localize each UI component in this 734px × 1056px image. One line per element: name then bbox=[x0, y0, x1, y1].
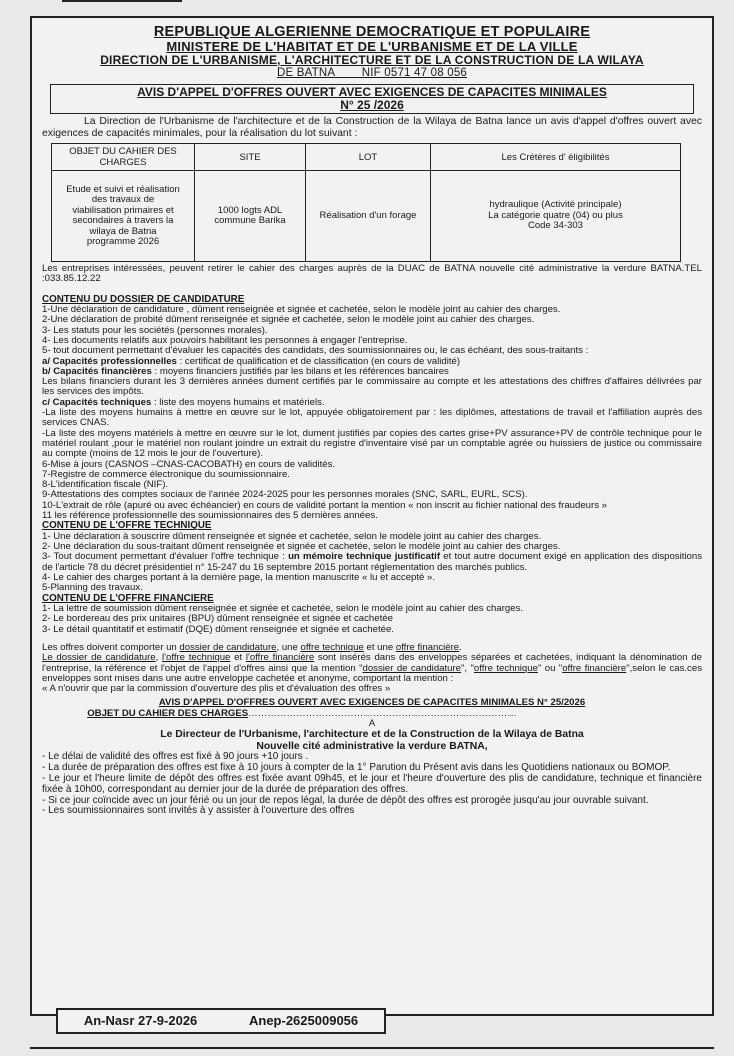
technique-title: CONTENU DE L'OFFRE TECHNIQUE bbox=[42, 520, 212, 532]
envelopes-text: , une bbox=[276, 642, 301, 653]
top-rule bbox=[62, 0, 182, 2]
envelopes-text: offre financière bbox=[562, 662, 627, 674]
notice-title: AVIS D'APPEL D'OFFRES OUVERT AVEC EXIGENCES DE CAPACITES MINIMALES bbox=[137, 85, 607, 99]
envelopes-text: Le dossier de candidature bbox=[42, 652, 156, 664]
notice-title-box bbox=[50, 84, 694, 114]
table-cell-site: 1000 logts ADL commune Barika bbox=[195, 171, 306, 262]
capacity-professional-label: a/ Capacités professionnelles bbox=[42, 355, 177, 367]
envelope-label-dots: ………………………………………………………………………… bbox=[248, 707, 517, 719]
technique-item-2: 2- Une déclaration du sous-traitant dûment renseignée et signée et cachetée, selon le modèle joint au cahier des charges. bbox=[42, 541, 561, 553]
envelopes-paragraph-3: « A n'ouvrir que par la commission d'ouverture des plis et d'évaluation des offres » bbox=[42, 683, 391, 695]
envelope-label-object: OBJET DU CAHIER DES CHARGES bbox=[87, 707, 249, 719]
envelopes-text: dossier de candidature bbox=[362, 662, 462, 674]
header-wilaya-nif bbox=[32, 67, 712, 80]
envelopes-text: Les offres doivent comporter un bbox=[42, 642, 180, 653]
table-cell-criteres bbox=[431, 171, 681, 262]
criteria-line-2: La catégorie quatre (04) ou plus bbox=[488, 209, 623, 221]
envelopes-text: et bbox=[230, 652, 246, 664]
bottom-rule bbox=[30, 1047, 714, 1049]
envelopes-text: offre technique bbox=[473, 662, 538, 674]
technique-item-1: 1- Une déclaration à souscrire dûment renseignée et signée et cachetée, selon le modèle joint au cahier des charges. bbox=[42, 530, 542, 542]
header-wilaya-nif-text: DE BATNA NIF 0571 47 08 056 bbox=[276, 67, 468, 79]
technique-item-3-a: 3- Tout document permettant d'évaluer l'offre technique : bbox=[42, 551, 289, 563]
envelopes-text: ",selon le cas.ces enveloppes sont mises dans une autre enveloppe cachetée et anonyme, comportant la mention : bbox=[42, 662, 702, 684]
candidature-item-1: 1-Une déclaration de candidature , dûment renseignée et signée et cachetée, selon le modèle joint au cahier des charges. bbox=[42, 304, 561, 316]
candidature-item-5: 5- tout document permettant d'évaluer les capacités des candidats, des soumissionnaires ou, le cas échéant, des sous-traitants : bbox=[42, 345, 589, 357]
envelopes-text: offre financière bbox=[395, 642, 460, 653]
candidature-item-6: 6-Mise à jours (CASNOS –CNAS-CACOBATH) en cours de validités. bbox=[42, 458, 336, 470]
candidature-item-7: 7-Registre de commerce électronique du soumissionnaire. bbox=[42, 468, 290, 480]
human-resources-paragraph: -La liste des moyens humains à mettre en œuvre sur le lot, appuyée obligatoirement par : les diplômes, attestations de travail et l'affiliation auprès des services CNAS. bbox=[42, 407, 702, 429]
technique-item-4: 4- Le cahier des charges portant à la dernière page, la mention manuscrite « lu et accepté ». bbox=[42, 572, 436, 584]
header-republic: REPUBLIQUE ALGERIENNE DEMOCRATIQUE ET POPULAIRE bbox=[153, 24, 591, 40]
candidature-item-11: 11 les référence professionnelle des soumissionnaires des 5 dernières années. bbox=[42, 510, 378, 522]
envelopes-text: et une bbox=[363, 642, 396, 653]
criteria-line-3: Code 34-303 bbox=[528, 220, 583, 232]
header-direction: DIRECTION DE L'URBANISME, L'ARCHITECTURE ET DE LA CONSTRUCTION DE LA WILAYA bbox=[100, 53, 644, 67]
candidature-item-10: 10-L'extrait de rôle (apuré ou avec échéancier) en cours de validité portant la mention « non inscrit au fichier national des fraudeurs » bbox=[42, 499, 607, 511]
envelopes-text: . bbox=[459, 642, 462, 653]
envelopes-text: dossier de candidature bbox=[179, 642, 277, 653]
footer-newspaper: An-Nasr 27-9-2026 bbox=[83, 1013, 198, 1028]
candidature-item-4: 4- Les documents relatifs aux pouvoirs habilitant les personnes à engager l'entreprise. bbox=[42, 334, 408, 346]
envelopes-text: sont insérés dans des enveloppes séparées et cachetées, indiquant la dénomination de l'entreprise, la référence et l'objet de l'appel d'offres ainsi que la mention " bbox=[42, 652, 702, 674]
delay-item-1: - Le délai de validité des offres est fixé à 90 jours +10 jours . bbox=[42, 751, 309, 763]
financiere-item-3: 3- Le détail quantitatif et estimatif (DQE) dûment renseignée et signée et cachetée. bbox=[42, 623, 394, 635]
envelope-label-title: AVIS D'APPEL D'OFFRES OUVERT AVEC EXIGENCES DE CAPACITES MINIMALES N° 25/2026 bbox=[158, 697, 586, 709]
technique-item-3-c: et tout autre document exigé en application des dispositions de l'article 78 du décret présidentiel n° 15-247 du 16 septembre 2015 portant réglementation des marchés publics. bbox=[42, 551, 702, 573]
envelopes-text: " ou " bbox=[537, 662, 563, 674]
table-header-lot: LOT bbox=[306, 144, 431, 171]
table-header-criteres: Les Crétères d' éligibilités bbox=[431, 144, 681, 171]
footer-reference: Anep-2625009056 bbox=[249, 1013, 359, 1028]
table-row bbox=[52, 171, 681, 262]
delay-item-5: - Les soumissionnaires sont invités à y assister à l'ouverture des offres bbox=[42, 805, 355, 817]
delay-item-2: - La durée de préparation des offres est fixe à 10 jours à compter de la 1° Parution du Présent avis dans les Quotidiens nationaux ou BOMOP. bbox=[42, 762, 671, 774]
envelopes-paragraph-2 bbox=[42, 653, 702, 684]
delay-item-3: - Le jour et l'heure limite de dépôt des offres est fixée avant 09h45, et le jour et l'heure d'ouverture des plis de candidature, technique et financière fixée à 10h00, correspondant au dernier jour de la durée de préparation des offres. bbox=[42, 773, 702, 795]
capacity-technical-text: : liste des moyens humains et matériels. bbox=[151, 396, 325, 408]
envelope-label-director: Le Directeur de l'Urbanisme, l'architecture et de la Construction de la Wilaya de Batna bbox=[160, 729, 584, 741]
intro-paragraph: La Direction de l'Urbanisme de l'architecture et de la Construction de la Wilaya de Batna lance un avis d'appel d'offres ouvert avec exigences de capacités minimales, pour la réalisation du lot suivant : bbox=[42, 116, 702, 139]
envelopes-text: l'offre technique bbox=[162, 652, 231, 664]
envelopes-text: , bbox=[155, 652, 163, 664]
header-ministry: MINISTERE DE L'HABITAT ET DE L'URBANISME ET DE LA VILLE bbox=[166, 39, 578, 54]
candidature-item-2: 2-Une déclaration de probité dûment renseignée et signée et cachetée, selon le modèle joint au cahier des charges. bbox=[42, 314, 535, 326]
table-header-site: SITE bbox=[195, 144, 306, 171]
bilans-paragraph: Les bilans financiers durant les 3 dernières années dument certifiés par le commissaire au compte et les attestations des chiffres d'affaires délivrées par les services des impôts. bbox=[42, 376, 702, 398]
financiere-title: CONTENU DE L'OFFRE FINANCIERE bbox=[42, 592, 214, 604]
envelopes-text: ", " bbox=[461, 662, 474, 674]
table-header-row bbox=[52, 144, 681, 171]
candidature-title: CONTENU DU DOSSIER DE CANDIDATURE bbox=[42, 293, 245, 305]
table-header-objet: OBJET DU CAHIER DES CHARGES bbox=[52, 144, 195, 171]
delay-item-4: - Si ce jour coïncide avec un jour férié ou un jour de repos légal, la durée de dépôt des offres est prorogée jusqu'au jour ouvrable suivant. bbox=[42, 794, 649, 806]
envelope-label-a: A bbox=[368, 718, 376, 730]
financiere-item-1: 1- La lettre de soumission dûment renseignée et signée et cachetée, selon le modèle joint au cahier des charges. bbox=[42, 603, 524, 615]
table-cell-objet: Etude et suivi et réalisation des travaux de viabilisation primaires et secondaires à travers la wilaya de Batna programme 2026 bbox=[52, 171, 195, 262]
financiere-item-2: 2- Le bordereau des prix unitaires (BPU) dûment renseignée et signée et cachetée bbox=[42, 613, 393, 625]
envelopes-text: offre technique bbox=[300, 642, 364, 653]
technique-item-3 bbox=[42, 552, 702, 573]
capacity-financial-label: b/ Capacités financières bbox=[42, 365, 152, 377]
candidature-item-8: 8-L'identification fiscale (NIF). bbox=[42, 479, 169, 491]
capacity-financial-text: : moyens financiers justifiés par les bilans et les références bancaires bbox=[151, 365, 449, 377]
retrait-paragraph: Les entreprises intéressées, peuvent retirer le cahier des charges auprès de la DUAC de BATNA nouvelle cité administrative la verdure BATNA.TEL :033.85.12.22 bbox=[42, 263, 702, 285]
criteria-line-1: hydraulique (Activité principale) bbox=[489, 199, 622, 211]
candidature-item-3: 3- Les statuts pour les sociétés (personnes morales). bbox=[42, 324, 268, 336]
notice-number: N° 25 /2026 bbox=[340, 98, 404, 112]
technique-item-5: 5-Planning des travaux. bbox=[42, 582, 143, 594]
envelope-label-address: Nouvelle cité administrative la verdure BATNA, bbox=[256, 740, 488, 752]
candidature-item-9: 9-Attestations des comptes sociaux de l'année 2024-2025 pour les personnes morales (SNC, SARL, EURL, SCS). bbox=[42, 489, 528, 501]
capacity-technical-label: c/ Capacités techniques bbox=[42, 396, 152, 408]
table-cell-lot: Réalisation d'un forage bbox=[306, 171, 431, 262]
publication-footer bbox=[56, 1008, 386, 1034]
equipment-paragraph: -La liste des moyens matériels à mettre en œuvre sur le lot, dument justifiés par copies des cartes grise+PV assurance+PV de contrôle technique pour le matériel roulant ,pour le matériel non roulant joindre un extrait du registre d'inventaire visé par un comptable agrée ou huissiers de justice ou commissaire au compte (moins de 12 mois le jour de l'ouverture). bbox=[42, 427, 702, 460]
notice-frame bbox=[30, 16, 714, 1016]
capacity-professional-text: : certificat de qualification et de classification (en cours de validité) bbox=[176, 355, 461, 367]
envelopes-text: l'offre financière bbox=[245, 652, 315, 664]
technique-item-3-memoire: un mémoire technique justificatif bbox=[288, 551, 441, 563]
lots-table bbox=[51, 143, 681, 262]
